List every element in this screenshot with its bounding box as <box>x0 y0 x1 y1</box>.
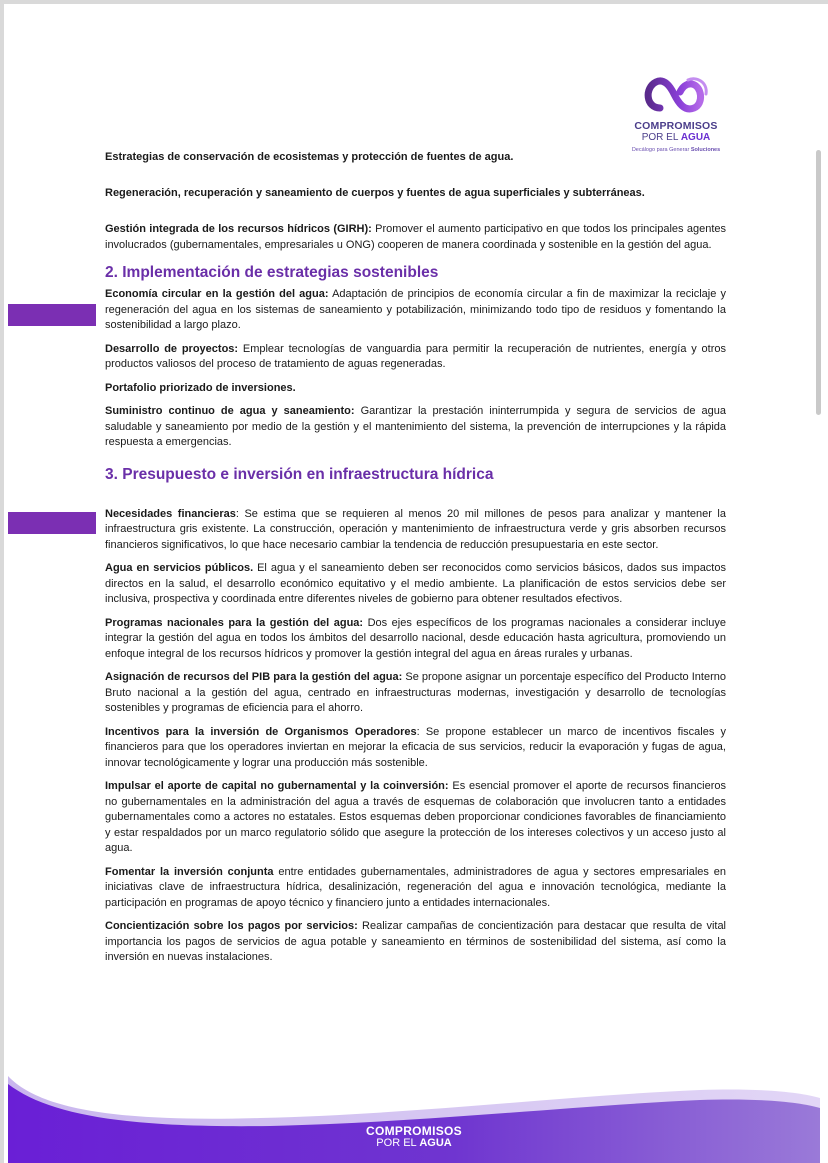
footer-wave <box>0 1070 828 1163</box>
scrollbar[interactable] <box>816 150 821 415</box>
section-3-item: Fomentar la inversión conjunta entre entidades gubernamentales, administradores de agua y sectores empresariales en iniciativas clave de infraestructura hídrica, desalinización, regeneración del agua e innovación tecnológica, mediante la participación en programas de apoyo técnico y financiero junto a entidades internacionales. <box>105 865 726 909</box>
infinity-wave-icon <box>640 72 712 120</box>
header-logo <box>626 72 726 158</box>
intro-girh-paragraph: Gestión integrada de los recursos hídricos (GIRH): Promover el aumento participativo en que todos los principales agentes involucrados (gubernamentales, empresariales u ONG) cooperen de manera coordinada y sostenible en la gestión del agua. <box>105 223 726 251</box>
section-3-item: Agua en servicios públicos. El agua y el saneamiento deben ser reconocidos como servicios básicos, dados sus impactos directos en la salud, el desarrollo económico equitativo y el medio ambiente. La planificación de estos servicios debe ser inclusiva, prospectiva y coordinada entre diferentes niveles de gobierno para obtener resultados efectivos. <box>105 562 726 605</box>
footer-logo-title: COMPROMISOS <box>366 1124 462 1138</box>
section-2-item: Suministro continuo de agua y saneamiento: Garantizar la prestación ininterrumpida y segura de servicios de agua saludable y saneamiento por medio de la gestión y el mantenimiento del sistema, la prevención de interrupciones y la rápida respuesta a emergencias. <box>105 405 727 448</box>
intro-line-1: Estrategias de conservación de ecosistemas y protección de fuentes de agua. <box>105 151 514 163</box>
section-3-heading: 3. Presupuesto e inversión en infraestructura hídrica <box>105 465 494 483</box>
section-3-item: Impulsar el aporte de capital no gubernamental y la coinversión: Es esencial promover el aporte de recursos financieros no gubernamentales en la administración del agua a través de esquemas de colaboración que involucren tanto a entidades gubernamentales como a actores no estatales. Estos esquemas deben proporcionar condiciones favorables de financiamiento y estar respaldados por un marco regulatorio sólido que asegure la protección de los intereses colectivos y un acceso justo al agua. <box>105 780 726 854</box>
section-3-item: Concientización sobre los pagos por servicios: Realizar campañas de concientización para destacar que resulta de vital importancia los pagos de servicios de agua potable y saneamiento en términos de sostenibilidad del sistema, así como la inversión en nuevas instalaciones. <box>105 920 727 963</box>
logo-subtitle: POR EL AGUA <box>641 132 711 143</box>
section-3-item: Incentivos para la inversión de Organismos Operadores: Se propone establecer un marco de incentivos fiscales y financieros para que los operadores inviertan en mejorar la eficacia de sus servicios, reducir la evaporación y fugas de agua, innovar tecnológicamente y lograr una producción más sostenible. <box>105 725 727 769</box>
section-2-item: Desarrollo de proyectos: Emplear tecnologías de vanguardia para permitir la recuperación de nutrientes, energía y otros productos valiosos del proceso de tratamiento de aguas regeneradas. <box>105 342 726 370</box>
section-2-heading: 2. Implementación de estrategias sostenibles <box>105 264 439 281</box>
document-body <box>105 150 726 974</box>
logo-tagline: Decálogo para Generar Soluciones <box>631 147 721 153</box>
section-2-accent-bar <box>8 304 96 326</box>
section-2-item: Economía circular en la gestión del agua: Adaptación de principios de economía circular a fin de maximizar la reciclaje y regeneración del agua en los sistemas de saneamiento y potabilización, minimizando todo tipo de residuos y fomentando la sostenibilidad a largo plazo. <box>105 288 726 331</box>
section-3-item: Programas nacionales para la gestión del agua: Dos ejes específicos de los programas nacionales a considerar incluye integrar la gestión del agua en todos los ámbitos del desarrollo nacional, desde educación hasta agricultura, promoviendo un enfoque integral de los recursos hídricos y promover la gestión integral del agua en áreas rurales y urbanas. <box>105 616 727 660</box>
wave-decoration-icon <box>0 1070 828 1163</box>
intro-line-2: Regeneración, recuperación y saneamiento de cuerpos y fuentes de agua superficiales y subterráneas. <box>105 186 645 199</box>
footer-logo-subtitle: POR EL AGUA <box>376 1137 452 1149</box>
section-3-item: Asignación de recursos del PIB para la gestión del agua: Se propone asignar un porcentaje específico del Producto Interno Bruto nacional a la gestión del agua, centrado en infraestructuras modernas, investigación y desarrollo de tecnologías sostenibles y programas de eficiencia para el ahorro. <box>105 671 726 714</box>
section-2-item: Portafolio priorizado de inversiones. <box>105 381 296 394</box>
page-edge-top <box>0 0 828 4</box>
page-edge-left <box>0 0 4 1163</box>
section-3-item: Necesidades financieras: Se estima que se requieren al menos 20 mil millones de pesos para analizar y mantener la infraestructura gris existente. La construcción, operación y mantenimiento de infraestructura verde y gris absorben recursos financieros significativos, lo que hace necesario cambiar la tendencia de reducción presupuestaria en este sector. <box>105 507 726 551</box>
section-3-accent-bar <box>8 512 96 534</box>
logo-title: COMPROMISOS <box>634 120 718 132</box>
